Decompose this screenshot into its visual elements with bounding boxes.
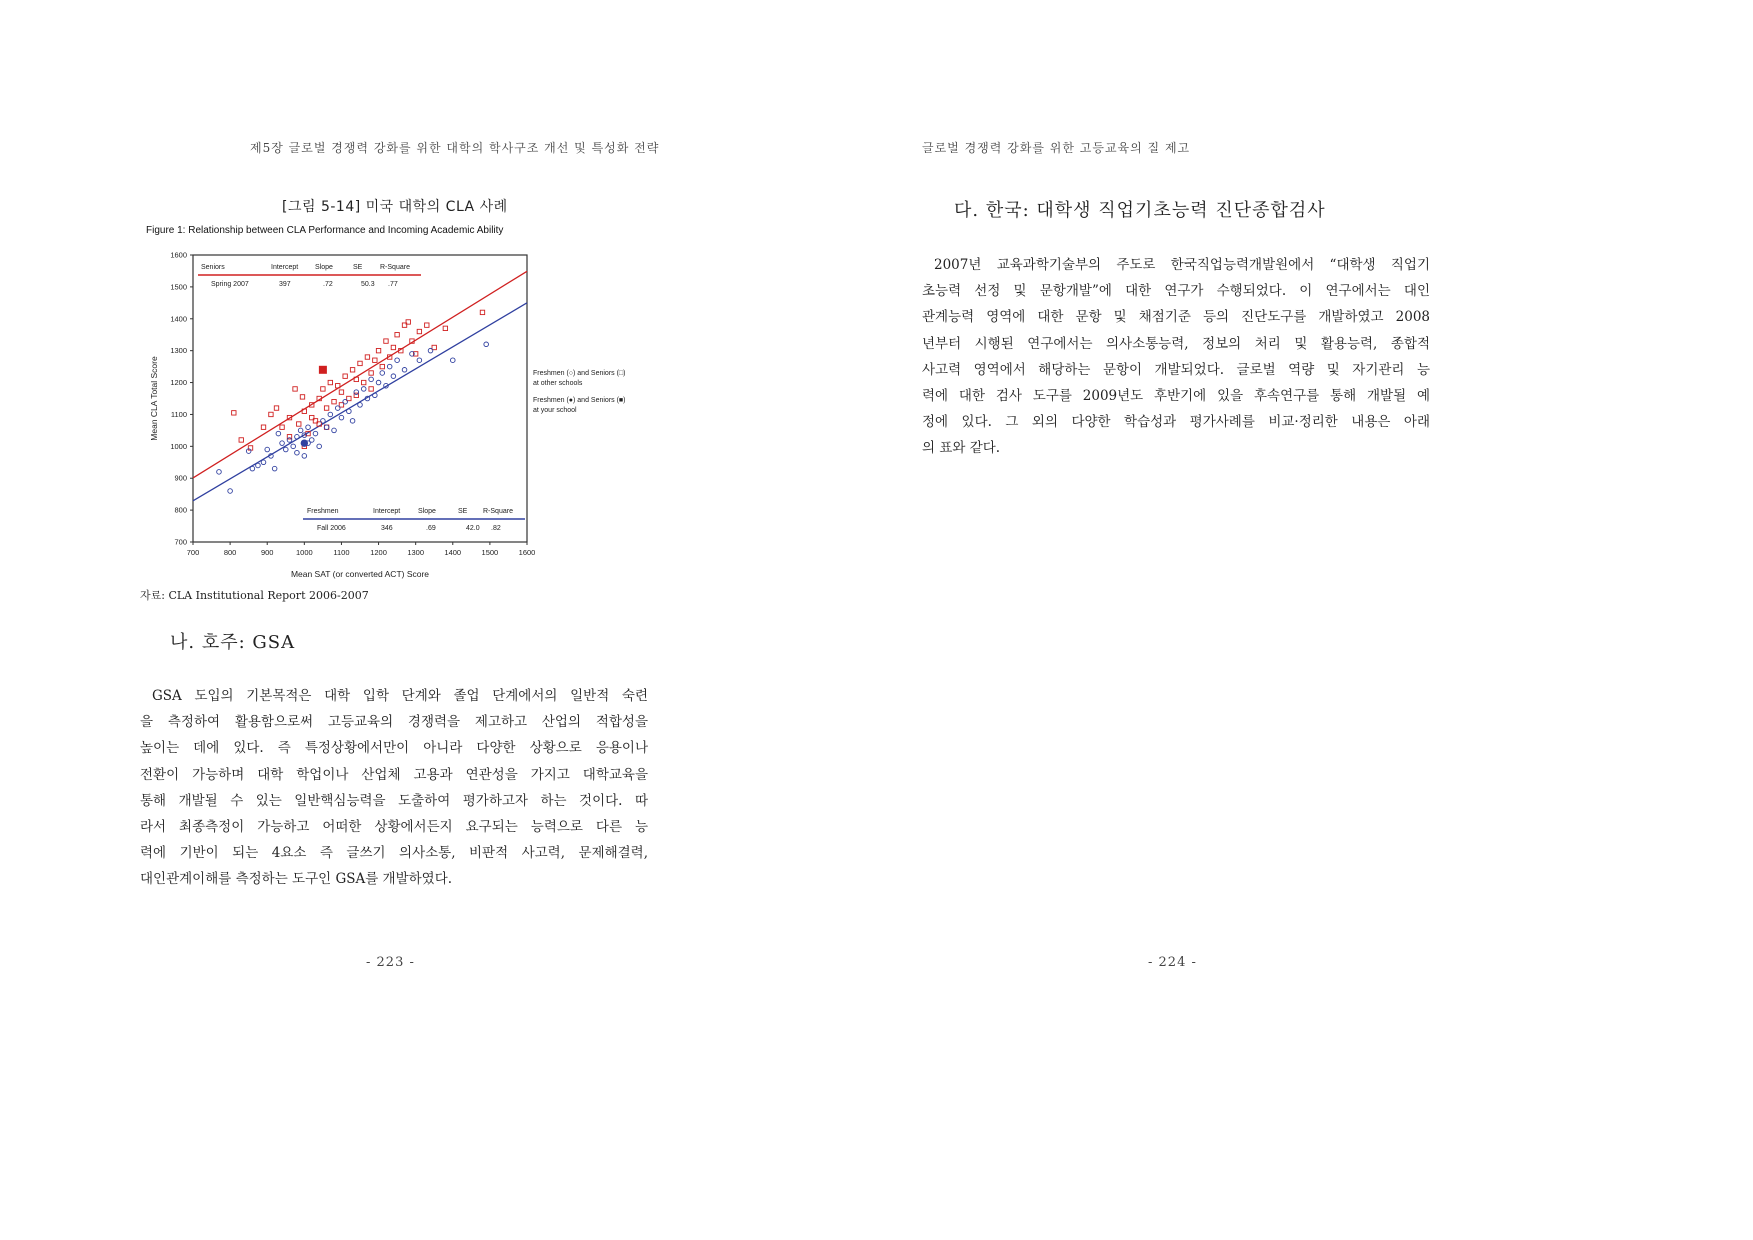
paragraph-line: 정에 있다. 그 외의 다양한 학습성과 평가사례를 비교·정리한 내용은 아래 (922, 414, 1430, 431)
x-tick-label: 1500 (481, 548, 499, 557)
legend-label: Freshmen (○) and Seniors (□) (533, 370, 626, 377)
cla-scatter-chart (140, 243, 650, 583)
y-axis-label: Mean CLA Total Score (149, 356, 159, 441)
paragraph-line: 2007년 교육과학기술부의 주도로 한국직업능력개발원에서 “대학생 직업기 (934, 257, 1430, 273)
left-page-number: - 223 - (366, 955, 415, 970)
paragraph-line: 라서 최종측정이 가능하고 어떠한 상황에서든지 요구되는 능력으로 다른 능 (140, 819, 648, 836)
y-tick-label: 1100 (170, 409, 187, 419)
seniors-table-cell: 397 (279, 281, 291, 288)
seniors-table-header: Seniors (201, 264, 225, 271)
paragraph-line: 년부터 시행된 연구에서는 의사소통능력, 정보의 처리 및 활용능력, 종합적 (922, 335, 1430, 352)
paragraph-line: 력에 기반이 되는 4요소 즉 글쓰기 의사소통, 비판적 사고력, 문제해결력, (140, 845, 648, 862)
freshmen-table-cell: Fall 2006 (317, 525, 346, 532)
paragraph-line: 사고력 영역에서 해당하는 문항이 개발되었다. 글로벌 역량 및 자기관리 능 (922, 361, 1430, 378)
x-tick-label: 900 (260, 548, 274, 557)
x-tick-label: 800 (223, 548, 237, 557)
right-running-header: 글로벌 경쟁력 강화를 위한 고등교육의 질 제고 (922, 141, 1191, 155)
freshmen-table-cell: 346 (381, 525, 393, 532)
section-title-korea: 다. 한국: 대학생 직업기초능력 진단종합검사 (954, 200, 1326, 221)
figure-source: 자료: CLA Institutional Report 2006-2007 (140, 589, 369, 602)
freshmen-table-header: SE (458, 508, 468, 515)
x-tick-label: 700 (186, 548, 200, 557)
y-tick-label: 1000 (170, 441, 187, 451)
plot-frame (193, 255, 527, 542)
x-tick-label: 1000 (295, 548, 313, 557)
freshmen-table-header: Freshmen (307, 508, 339, 515)
left-running-header: 제5장 글로벌 경쟁력 강화를 위한 대학의 학사구조 개선 및 특성화 전략 (250, 141, 660, 155)
freshmen-table-header: R-Square (483, 508, 513, 515)
paragraph-line: 관계능력 영역에 대한 문항 및 채점기준 등의 진단도구를 개발하였고 2008 (922, 309, 1430, 326)
korea-paragraph (922, 252, 1430, 462)
y-tick-label: 1400 (170, 314, 187, 324)
legend-label: Freshmen (●) and Seniors (■) (533, 397, 626, 404)
figure-subtitle: Figure 1: Relationship between CLA Performance and Incoming Academic Ability (146, 225, 504, 236)
paragraph-line: 통해 개발될 수 있는 일반핵심능력을 도출하여 평가하고자 하는 것이다. 따 (140, 792, 648, 809)
x-tick-label: 1400 (444, 548, 462, 557)
y-tick-label: 1200 (170, 378, 187, 388)
freshmen-table-cell: 42.0 (466, 525, 480, 532)
seniors-table-header: R-Square (380, 264, 410, 271)
seniors-table-header: Slope (315, 264, 333, 271)
legend-label-sub: at other schools (533, 380, 583, 387)
gsa-paragraph (140, 683, 648, 893)
y-tick-label: 700 (174, 537, 187, 547)
y-tick-label: 900 (174, 473, 187, 483)
legend-label-sub: at your school (533, 407, 577, 414)
paragraph-line: 초능력 선정 및 문항개발”에 대한 연구가 수행되었다. 이 연구에서는 대인 (922, 283, 1430, 300)
y-tick-label: 800 (174, 505, 187, 515)
figure-title: [그림 5-14] 미국 대학의 CLA 사례 (282, 199, 508, 215)
paragraph-line: 높이는 데에 있다. 즉 특정상황에서만이 아니라 다양한 상황으로 응용이나 (140, 740, 648, 757)
freshmen-table-header: Slope (418, 508, 436, 515)
seniors-table-header: SE (353, 264, 363, 271)
freshmen-table-cell: .69 (426, 525, 436, 532)
data-point-your-school-senior (319, 366, 326, 373)
paragraph-line: GSA 도입의 기본목적은 대학 입학 단계와 졸업 단계에서의 일반적 숙련 (152, 688, 648, 704)
seniors-table-cell: .77 (388, 281, 398, 288)
data-point-your-school-freshman (301, 440, 307, 446)
y-tick-label: 1600 (170, 250, 187, 260)
paragraph-line: 력에 대한 검사 도구를 2009년도 후반기에 있을 후속연구를 통해 개발될 예 (922, 388, 1430, 405)
seniors-table-cell: 50.3 (361, 281, 375, 288)
seniors-table-header: Intercept (271, 264, 299, 271)
right-page-number: - 224 - (1148, 955, 1197, 970)
freshmen-table-cell: .82 (491, 525, 501, 532)
x-axis-label: Mean SAT (or converted ACT) Score (290, 569, 430, 579)
x-tick-label: 1600 (518, 548, 536, 557)
seniors-table-cell: Spring 2007 (211, 281, 249, 288)
section-title-gsa: 나. 호주: GSA (170, 632, 296, 653)
seniors-table-cell: .72 (323, 281, 333, 288)
x-tick-label: 1200 (370, 548, 387, 557)
paragraph-line: 을 측정하여 활용함으로써 고등교육의 경쟁력을 제고하고 산업의 적합성을 (140, 714, 648, 731)
y-tick-label: 1500 (170, 282, 187, 292)
x-tick-label: 1100 (333, 548, 350, 557)
y-tick-label: 1300 (170, 346, 187, 356)
paragraph-line: 대인관계이해를 측정하는 도구인 GSA를 개발하였다. (140, 871, 453, 888)
freshmen-table-header: Intercept (373, 508, 401, 515)
paragraph-line: 전환이 가능하며 대학 학업이나 산업체 고용과 연관성을 가지고 대학교육을 (140, 766, 648, 783)
x-tick-label: 1300 (407, 548, 425, 557)
paragraph-line: 의 표와 같다. (922, 440, 1001, 457)
